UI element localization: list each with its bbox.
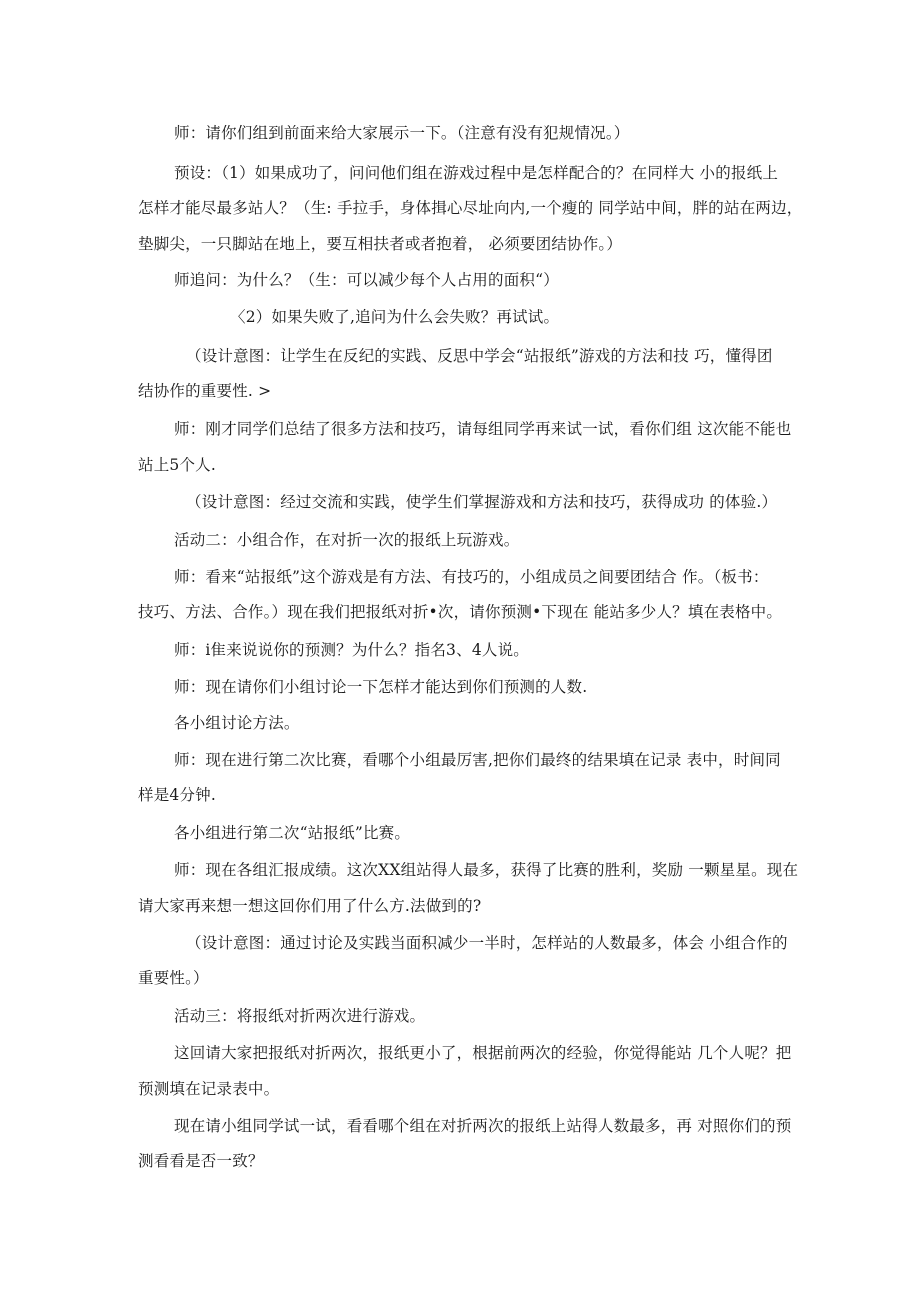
paragraph-line: 预测填在记录表中。 [138, 1080, 280, 1098]
paragraph-line: 测看看是否一致？ [138, 1152, 264, 1170]
paragraph-line: 站上5个人. [138, 456, 216, 474]
paragraph-line: 活动三：将报纸对折两次进行游戏。 [174, 1007, 426, 1025]
paragraph-line: （设计意图：通过讨论及实践当面积减少一半时，怎样站的人数最多，体会 小组合作的 [186, 934, 788, 952]
paragraph-line: 师：现在请你们小组讨论一下怎样才能达到你们预测的人数. [174, 678, 588, 696]
paragraph-line: 现在请小组同学试一试，看看哪个组在对折两次的报纸上站得人数最多，再 对照你们的预 [174, 1117, 792, 1135]
paragraph-line: 请大家再来想一想这回你们用了什么方.法做到的? [138, 897, 482, 915]
paragraph-line: 师追问：为什么？（生：可以减少每个人占用的面积“） [174, 271, 559, 289]
paragraph-line: 这回请大家把报纸对折两次，报纸更小了，根据前两次的经验，你觉得能站 几个人呢？把 [174, 1044, 792, 1062]
paragraph-line: 师：现在进行第二次比赛，看哪个小组最厉害,把你们最终的结果填在记录 表中，时间同 [174, 751, 781, 769]
paragraph-line: （设计意图：让学生在反纪的实践、反思中学会“站报纸”游戏的方法和技 巧，懂得团 [186, 347, 773, 365]
paragraph-line: 师：看来“站报纸”这个游戏是有方法、有技巧的，小组成员之间要团结合 作。（板书： [174, 568, 769, 586]
paragraph-line: 技巧、方法、合作。）现在我们把报纸对折•次，请你预测•下现在 能站多少人？填在表格中。 [138, 603, 783, 621]
paragraph-line: 各小组进行第二次“站报纸”比赛。 [174, 824, 411, 842]
paragraph-line: 师：i隹来说说你的预测？为什么？指名3、4人说。 [174, 641, 529, 659]
paragraph-line: 预设：（1）如果成功了，问问他们组在游戏过程中是怎样配合的？在同样大 小的报纸上 [174, 164, 779, 182]
paragraph-line: 师：现在各组汇报成绩。这次XX组站得人最多，获得了比赛的胜利，奖励 一颗星星。现在 [174, 861, 799, 879]
paragraph-line: 各小组讨论方法。 [174, 714, 300, 732]
paragraph-line: 师：刚才同学们总结了很多方法和技巧，请每组同学再来试一试，看你们组 这次能不能也 [174, 420, 792, 438]
paragraph-line: 样是4分钟. [138, 786, 216, 804]
paragraph-line: 怎样才能尽最多站人？（生: 手拉手，身体揖心尽址向内,一个瘦的 同学站中间，胖的站在两边， [138, 199, 803, 217]
paragraph-line: 垫脚尖，一只脚站在地上，要互相扶者或者抱着， 必须要团结协作。） [138, 235, 623, 253]
paragraph-line: （设计意图：经过交流和实践，使学生们掌握游戏和方法和技巧，获得成功 的体验.） [186, 493, 778, 511]
paragraph-line: 师：请你们组到前面来给大家展示一下。（注意有没有犯规情况。） [174, 124, 630, 142]
paragraph-line: 〈2）如果失败了,追问为什么会失败？再试试。 [230, 308, 560, 326]
paragraph-line: 活动二：小组合作，在对折一次的报纸上玩游戏。 [174, 531, 520, 549]
paragraph-line: 结协作的重要性. > [138, 382, 272, 400]
paragraph-line: 重要性。） [138, 969, 209, 987]
